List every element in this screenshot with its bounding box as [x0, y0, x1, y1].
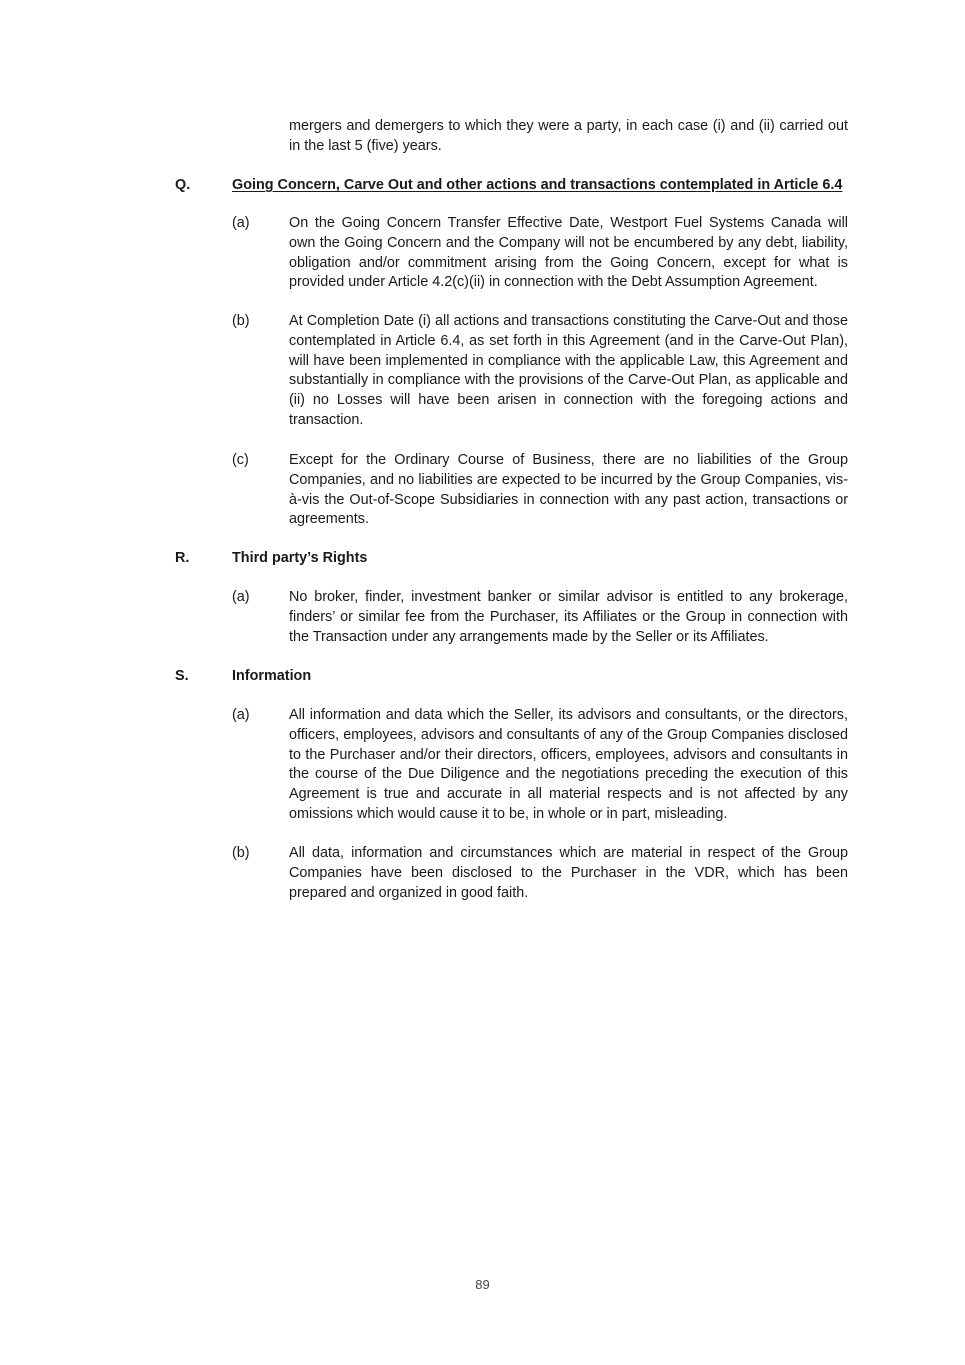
section-q-item-b-text: At Completion Date (i) all actions and transactions constituting the Carve-Out and those contemplated in Article 6.4, as set forth in this Agreement (and in the Carve-Out Plan), will have been implemented in compliance with the applicable Law, this Agreement and substantially in compliance with the provisions of the Carve-Out Plan, as applicable and (ii) no Losses will have been arisen in connection with the foregoing actions and transaction. — [289, 313, 848, 428]
section-s-letter: S. — [175, 668, 189, 684]
section-q-item-b-marker: (b) — [232, 313, 250, 329]
section-s-title: Information — [232, 668, 312, 684]
section-q-title: Going Concern, Carve Out and other actions and transactions contemplated in Article 6.4 — [232, 177, 843, 193]
section-q-letter: Q. — [175, 177, 191, 193]
section-s-item-a-marker: (a) — [232, 707, 250, 723]
section-q-item-a-marker: (a) — [232, 215, 250, 231]
section-q-item-c-marker: (c) — [232, 452, 249, 468]
intro-paragraph: mergers and demergers to which they were a party, in each case (i) and (ii) carried out in the last 5 (five) years. — [289, 118, 848, 154]
section-s-item-b-marker: (b) — [232, 845, 250, 861]
section-q-item-c-text: Except for the Ordinary Course of Business, there are no liabilities of the Group Companies, and no liabilities are expected to be incurred by the Group Companies, vis-à-vis the Out-of-Scope Subsidiaries in connection with any past action, transactions or agreements. — [289, 452, 848, 528]
page-number: 89 — [475, 1277, 490, 1292]
section-q-item-a-text: On the Going Concern Transfer Effective Date, Westport Fuel Systems Canada will own the Going Concern and the Company will not be encumbered by any debt, liability, obligation and/or commitment arising from the Going Concern, except for what is provided under Article 4.2(c)(ii) in connection with the Debt Assumption Agreement. — [289, 215, 848, 291]
section-s-item-a-text: All information and data which the Seller, its advisors and consultants, or the directors, officers, employees, advisors and consultants of any of the Group Companies disclosed to the Purchaser and/or their directors, officers, employees, advisors and consultants in the course of the Due Diligence and the negotiations preceding the execution of this Agreement is true and accurate in all material respects and is not affected by any omissions which would cause it to be, in whole or in part, misleading. — [289, 707, 848, 822]
section-r-item-a-text: No broker, finder, investment banker or similar advisor is entitled to any brokerage, finders’ or similar fee from the Purchaser, its Affiliates or the Group in connection with the Transaction under any arrangements made by the Seller or its Affiliates. — [289, 589, 848, 645]
section-r-item-a-marker: (a) — [232, 589, 250, 605]
section-r-title: Third party’s Rights — [232, 550, 368, 566]
section-r-letter: R. — [175, 550, 190, 566]
section-s-item-b-text: All data, information and circumstances which are material in respect of the Group Companies have been disclosed to the Purchaser in the VDR, which has been prepared and organized in good faith. — [289, 845, 848, 901]
